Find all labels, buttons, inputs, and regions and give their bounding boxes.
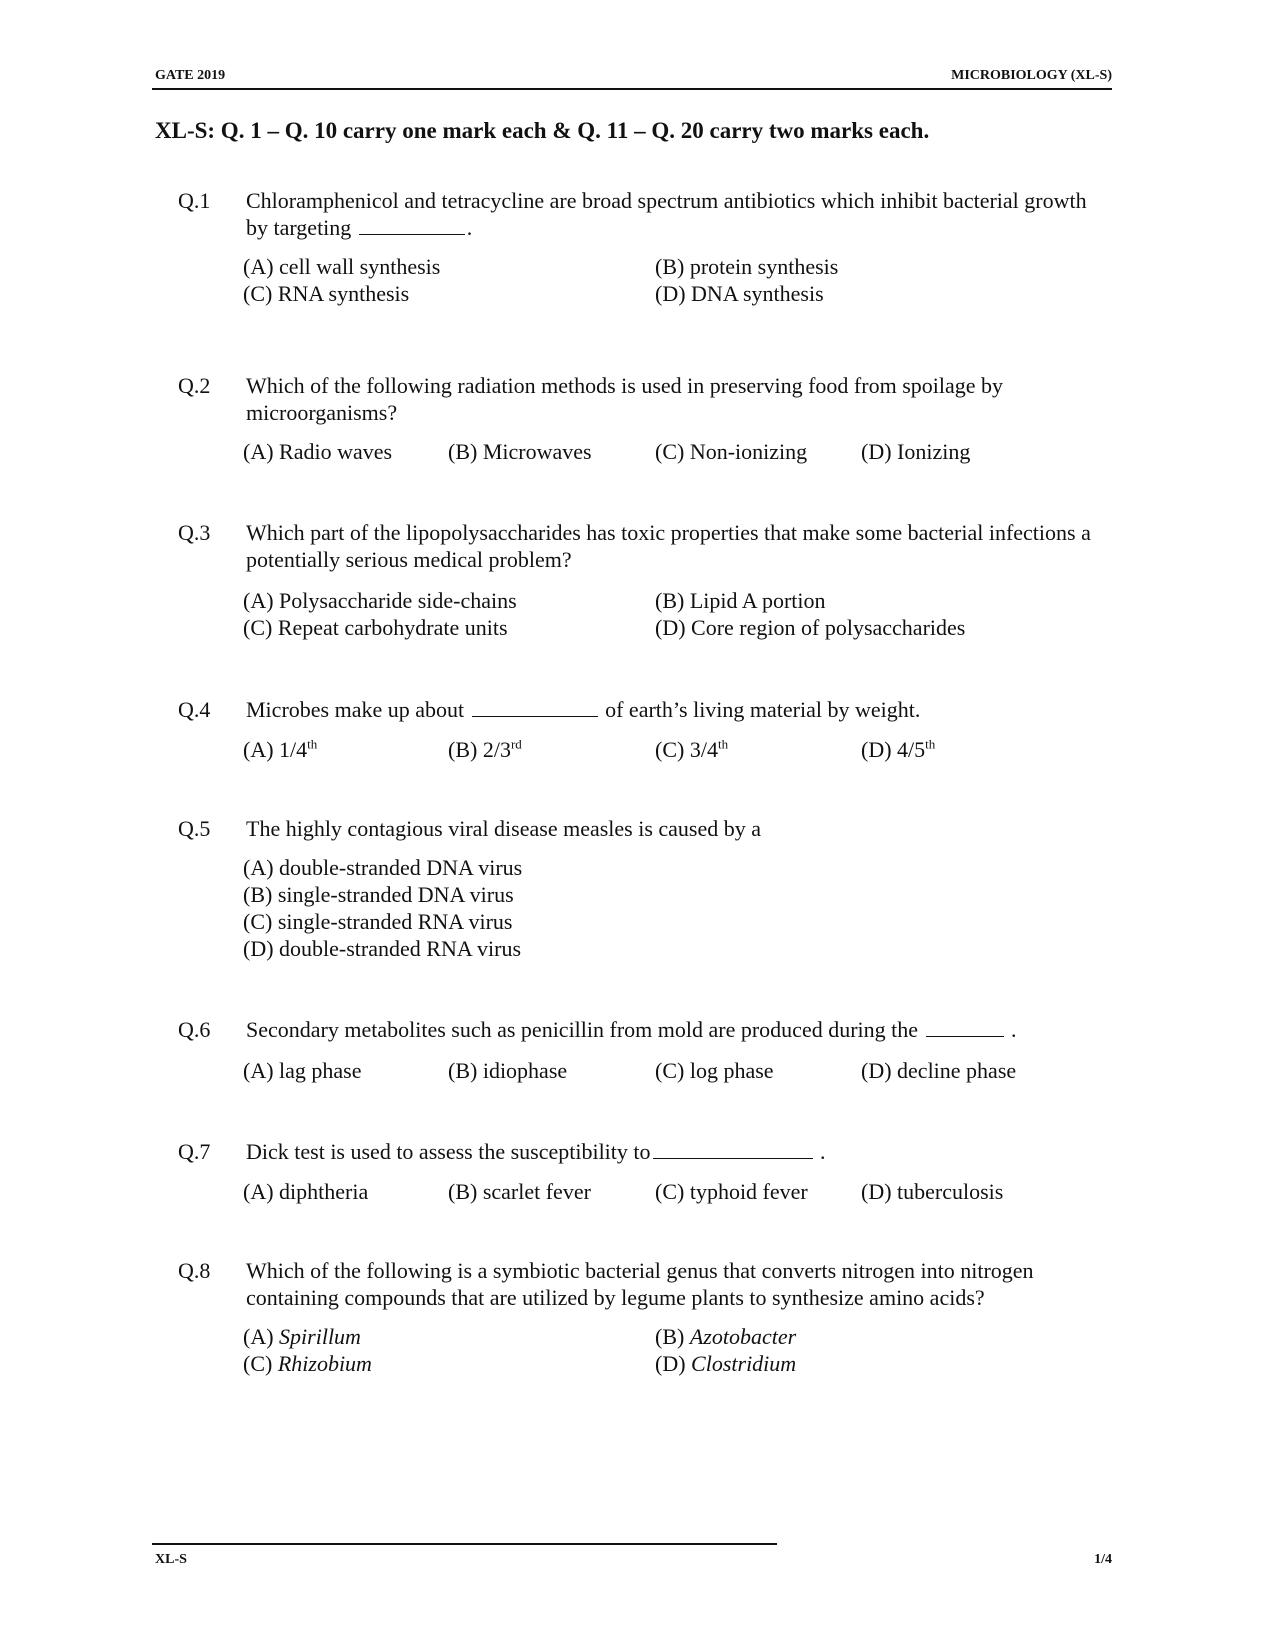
option-b: (B) Microwaves [448, 439, 592, 464]
footer-rule [152, 1543, 777, 1545]
question-number: Q.2 [178, 373, 211, 398]
question-text: Microbes make up about of earth’s living material by weight. [246, 697, 921, 722]
question-text: Which of the following radiation methods is used in preserving food from spoilage by microorganisms? [246, 373, 1004, 425]
footer-paper-code: XL-S [155, 1552, 187, 1567]
footer-page-number: 1/4 [1094, 1552, 1112, 1567]
header-exam-name: GATE 2019 [155, 68, 226, 83]
answer-blank [653, 1140, 813, 1159]
option-a: (A) 1/4th [243, 736, 318, 762]
option-a: (A) Radio waves [243, 439, 393, 464]
question-number: Q.4 [178, 697, 211, 722]
option-c: (C) typhoid fever [655, 1179, 808, 1204]
option-c: (C) log phase [655, 1058, 774, 1083]
option-d: (D) decline phase [861, 1058, 1017, 1083]
option-b: (B) idiophase [448, 1058, 568, 1083]
option-b: (B) protein synthesis [655, 254, 839, 279]
option-c: (C) Repeat carbohydrate units [243, 615, 508, 640]
option-c: (C) RNA synthesis [243, 281, 410, 306]
option-c: (C) single-stranded RNA virus [243, 909, 513, 934]
option-a: (A) Spirillum [243, 1324, 361, 1349]
option-c: (C) 3/4th [655, 736, 729, 762]
option-d: (D) double-stranded RNA virus [243, 936, 522, 961]
option-d: (D) tuberculosis [861, 1179, 1004, 1204]
option-b: (B) 2/3rd [448, 736, 522, 762]
question-text: Which of the following is a symbiotic bacterial genus that converts nitrogen into nitrogen containing compounds that are utilized by legume plants to synthesize amino acids? [246, 1258, 1034, 1310]
option-c: (C) Rhizobium [243, 1351, 372, 1376]
option-c: (C) Non-ionizing [655, 439, 808, 464]
question-text: The highly contagious viral disease measles is caused by a [246, 816, 762, 841]
option-b: (B) Azotobacter [655, 1324, 797, 1349]
option-a: (A) cell wall synthesis [243, 254, 441, 279]
answer-blank [472, 698, 598, 717]
answer-blank [359, 216, 465, 235]
question-number: Q.1 [178, 188, 211, 213]
option-b: (B) scarlet fever [448, 1179, 591, 1204]
question-number: Q.5 [178, 816, 211, 841]
question-text: Dick test is used to assess the susceptibility to . [246, 1139, 826, 1164]
answer-blank [926, 1018, 1004, 1037]
question-text: Which part of the lipopolysaccharides has toxic properties that make some bacterial infections a potentially serious medical problem? [246, 520, 1091, 572]
section-title: XL-S: Q. 1 – Q. 10 carry one mark each & Q. 11 – Q. 20 carry two marks each. [155, 118, 930, 143]
option-b: (B) single-stranded DNA virus [243, 882, 514, 907]
header-rule [152, 88, 1112, 90]
question-text: Chloramphenicol and tetracycline are broad spectrum antibiotics which inhibit bacterial growth by targeting . [246, 188, 1087, 240]
question-text: Secondary metabolites such as penicillin from mold are produced during the . [246, 1017, 1017, 1042]
question-number: Q.3 [178, 520, 211, 545]
option-d: (D) DNA synthesis [655, 281, 824, 306]
question-number: Q.8 [178, 1258, 211, 1283]
question-number: Q.6 [178, 1017, 211, 1042]
option-d: (D) 4/5th [861, 736, 936, 762]
option-a: (A) Polysaccharide side-chains [243, 588, 517, 613]
option-a: (A) lag phase [243, 1058, 362, 1083]
option-d: (D) Ionizing [861, 439, 971, 464]
header-paper-name: MICROBIOLOGY (XL-S) [951, 68, 1112, 83]
option-d: (D) Clostridium [655, 1351, 797, 1376]
option-b: (B) Lipid A portion [655, 588, 826, 613]
option-d: (D) Core region of polysaccharides [655, 615, 966, 640]
option-a: (A) double-stranded DNA virus [243, 855, 523, 880]
question-number: Q.7 [178, 1139, 211, 1164]
option-a: (A) diphtheria [243, 1179, 369, 1204]
